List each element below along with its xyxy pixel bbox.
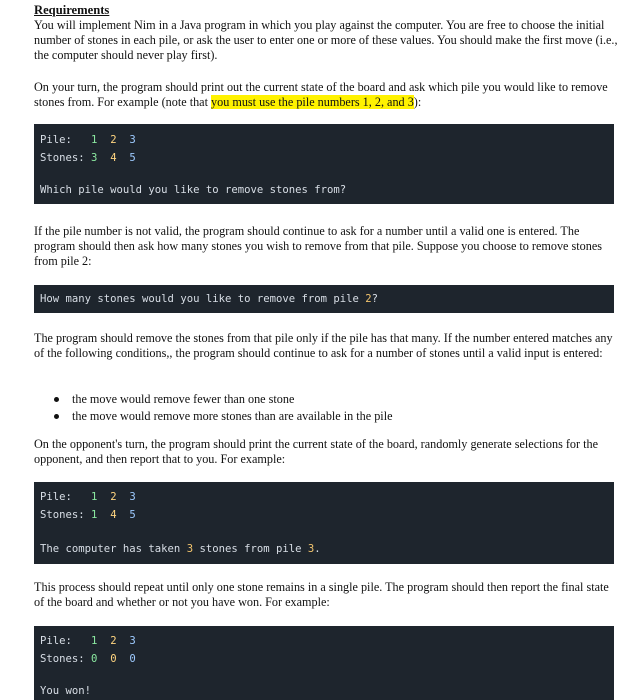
stone-count: 0 bbox=[129, 653, 136, 665]
repeat-process-paragraph: This process should repeat until only one stone remains in a single pile. The program should then report the final state of the board and whether or not you have won. For example: bbox=[34, 580, 609, 610]
stone-count: 3 bbox=[91, 152, 98, 164]
taken-pile-number: 3 bbox=[307, 543, 315, 555]
stone-count: 4 bbox=[110, 152, 117, 164]
your-turn-paragraph bbox=[34, 80, 618, 110]
pile-number: 1 bbox=[91, 134, 98, 146]
remove-stones-paragraph: The program should remove the stones from that pile only if the pile has that many. If the number entered matches any of the following conditions,, the program should continue to ask for a number of stones until a valid input is entered: bbox=[34, 331, 613, 361]
message-end: . bbox=[314, 543, 321, 555]
stones-row bbox=[40, 650, 136, 668]
game-result: You won! bbox=[40, 685, 92, 697]
list-item: the move would remove more stones than are available in the pile bbox=[54, 408, 614, 425]
console-output-stones-prompt bbox=[34, 285, 614, 313]
list-item: the move would remove fewer than one stone bbox=[54, 391, 614, 408]
opponent-turn-paragraph: On the opponent's turn, the program should print the current state of the board, randomly generate selections for the opponent, and then report that to you. For example: bbox=[34, 437, 599, 467]
stones-label: Stones: bbox=[40, 152, 85, 164]
taken-stones-number: 3 bbox=[186, 543, 194, 555]
pile-number: 3 bbox=[129, 635, 136, 647]
stone-count: 0 bbox=[110, 653, 117, 665]
invalid-pile-paragraph: If the pile number is not valid, the program should continue to ask for a number until a valid one is entered. The program should then ask how many stones you wish to remove from that pile. Suppose you choose to remove stones from pile 2: bbox=[34, 224, 602, 269]
message-text: The computer has taken bbox=[40, 543, 187, 555]
pile-label: Pile: bbox=[40, 491, 72, 503]
pile-numbers-highlight: you must use the pile numbers 1, 2, and 3 bbox=[211, 95, 414, 110]
pile-row bbox=[40, 488, 136, 506]
pile-number: 2 bbox=[110, 491, 117, 503]
console-output-pile-prompt bbox=[34, 124, 614, 204]
pile-row bbox=[40, 131, 136, 149]
invalid-conditions-list bbox=[54, 391, 614, 425]
stones-prompt-end: ? bbox=[371, 293, 379, 305]
pile-number: 3 bbox=[129, 491, 136, 503]
pile-number: 1 bbox=[91, 635, 98, 647]
intro-paragraph: You will implement Nim in a Java program in which you play against the computer. You are free to choose the initial number of stones in each pile, or ask the user to enter one or more of these values. You should make the first move (i.e., the computer should never play first). bbox=[34, 18, 618, 63]
your-turn-text: On your turn, the program should print out the current state of the board and ask which pile you would like to remove stones from. For example (note that bbox=[34, 80, 608, 110]
pile-number: 1 bbox=[91, 491, 98, 503]
stones-prompt bbox=[40, 290, 378, 308]
stone-count: 0 bbox=[91, 653, 98, 665]
stones-label: Stones: bbox=[40, 509, 85, 521]
pile-number: 2 bbox=[110, 635, 117, 647]
requirements-heading: Requirements bbox=[34, 3, 110, 17]
console-output-computer-move bbox=[34, 482, 614, 564]
prompt-pile-number: 2 bbox=[365, 293, 372, 305]
message-text: stones from pile bbox=[193, 543, 308, 555]
stone-count: 4 bbox=[110, 509, 117, 521]
your-turn-text-end: ): bbox=[413, 95, 422, 110]
pile-row bbox=[40, 632, 136, 650]
stone-count: 5 bbox=[129, 152, 136, 164]
stones-row bbox=[40, 149, 136, 167]
computer-move-message bbox=[40, 540, 321, 558]
stone-count: 5 bbox=[129, 509, 136, 521]
pile-prompt: Which pile would you like to remove stones from? bbox=[40, 184, 347, 196]
pile-label: Pile: bbox=[40, 635, 72, 647]
pile-label: Pile: bbox=[40, 134, 72, 146]
console-output-final-state bbox=[34, 626, 614, 700]
stones-prompt-text: How many stones would you like to remove from pile bbox=[40, 293, 366, 305]
stones-row bbox=[40, 506, 136, 524]
pile-number: 3 bbox=[129, 134, 136, 146]
stones-label: Stones: bbox=[40, 653, 85, 665]
stone-count: 1 bbox=[91, 509, 98, 521]
pile-number: 2 bbox=[110, 134, 117, 146]
